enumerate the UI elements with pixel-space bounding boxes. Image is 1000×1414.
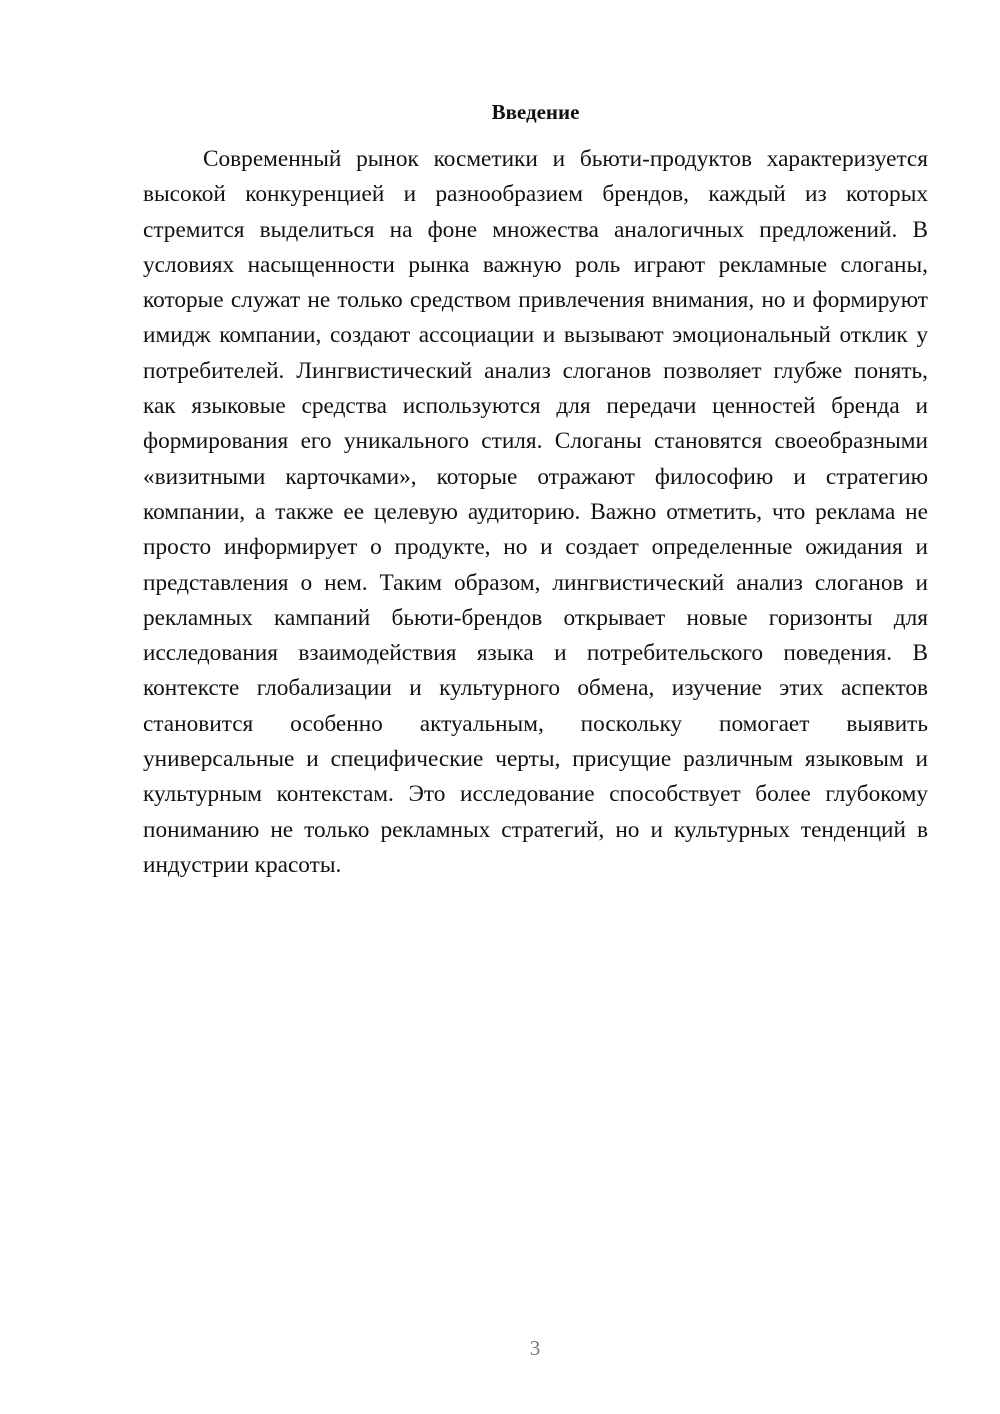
body-paragraph: Современный рынок косметики и бьюти-продуктов характеризуется высокой конкуренцией и разнообразием брендов, каждый из которых стремится выделиться на фоне множества аналогичных предложений. В условиях насыщенности рынка важную роль играют рекламные слоганы, которые служат не только средством привлечения внимания, но и формируют имидж компании, создают ассоциации и вызывают эмоциональный отклик у потребителей. Лингвистический анализ слоганов позволяет глубже понять, как языковые средства используются для передачи ценностей бренда и формирования его уникального стиля. Слоганы становятся своеобразными «визитными карточками», которые отражают философию и стратегию компании, а также ее целевую аудиторию. Важно отметить, что реклама не просто информирует о продукте, но и создает определенные ожидания и представления о нем. Таким образом, лингвистический анализ слоганов и рекламных кампаний бьюти-брендов открывает новые горизонты для исследования взаимодействия языка и потребительского поведения. В контексте глобализации и культурного обмена, изучение этих аспектов становится особенно актуальным, поскольку помогает выявить универсальные и специфические черты, присущие различным языковым и культурным контекстам. Это исследование способствует более глубокому пониманию не только рекламных стратегий, но и культурных тенденций в индустрии красоты. bbox=[143, 146, 928, 878]
page-number: 3 bbox=[529, 1336, 541, 1360]
section-heading: Введение bbox=[491, 100, 580, 124]
